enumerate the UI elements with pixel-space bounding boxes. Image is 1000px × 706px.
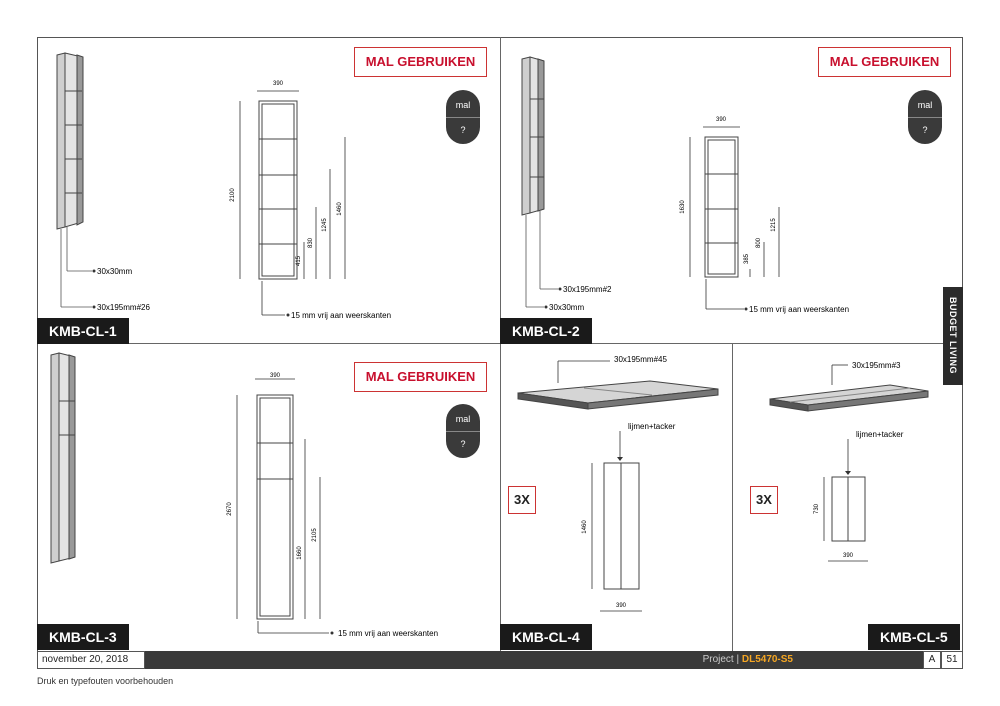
project-label: Project [702,654,734,665]
mal-label: mal [908,90,942,118]
help-icon: ? [460,125,466,135]
dim-width: 390 [269,373,281,379]
dim-width: 390 [615,603,627,609]
help-icon: ? [922,125,928,135]
footer-project-bar: Project | DL5470-S5 [145,651,923,669]
note-lijmen: lijmen+tacker [856,430,904,439]
help-icon: ? [460,439,466,449]
note-30x195: 30x195mm#26 [97,303,150,312]
project-code: DL5470-S5 [741,654,793,665]
note-lijmen: lijmen+tacker [628,422,676,431]
mal-label: mal [446,90,480,118]
note-vrij: 15 mm vrij aan weerskanten [749,305,850,314]
shelf-side-right [77,55,83,225]
note-vrij: 15 mm vrij aan weerskanten [338,629,439,638]
dim-height: 730 [814,503,820,515]
dim-height: 2670 [227,502,233,516]
dim-c: 830 [308,237,314,249]
shelf-side-left [51,353,59,563]
dim-c: 385 [744,253,750,265]
dim-b: 1660 [297,546,303,560]
panel-3-drawing [37,343,500,651]
panel-code-kmb-cl-1: KMB-CL-1 [37,318,129,344]
dim-b: 800 [756,237,762,249]
note-30x195: 30x195mm#3 [852,361,901,370]
footer [37,651,963,669]
budget-living-tab: BUDGET LIVING [943,287,963,385]
mal-gebruiken-badge: MAL GEBRUIKEN [354,362,487,392]
shelf-side-left [57,53,65,229]
dim-height: 1460 [582,520,588,534]
note-vrij: 15 mm vrij aan weerskanten [291,311,392,320]
panel-1-drawing [37,37,500,343]
quantity-badge: 3X [750,486,778,514]
dim-height: 2100 [230,188,236,202]
footer-revision: A [923,651,941,669]
dim-b: 1245 [322,218,328,232]
mal-label: mal [446,404,480,432]
panel-code-kmb-cl-2: KMB-CL-2 [500,318,592,344]
panel-2-drawing [500,37,943,343]
note-30x30: 30x30mm [549,303,585,312]
note-30x195: 30x195mm#2 [563,285,612,294]
dim-width: 390 [842,553,854,559]
panel-code-kmb-cl-5: KMB-CL-5 [868,624,960,650]
panel-code-kmb-cl-4: KMB-CL-4 [500,624,592,650]
dim-width: 390 [272,81,284,87]
mal-gebruiken-badge: MAL GEBRUIKEN [818,47,951,77]
dim-a: 1460 [337,202,343,216]
quantity-badge: 3X [508,486,536,514]
shelf-side-right [538,59,544,211]
dim-d: 415 [296,255,302,267]
footer-page-number: 51 [941,651,963,669]
shelf-side-right [69,355,75,559]
dim-height: 1630 [680,200,686,214]
footer-date: november 20, 2018 [37,651,145,669]
dim-width: 390 [715,117,727,123]
note-30x30: 30x30mm [97,267,133,276]
dim-a: 2105 [312,528,318,542]
dim-a: 1215 [771,218,777,232]
shelf-side-left [522,57,530,215]
disclaimer: Druk en typefouten voorbehouden [37,676,174,686]
note-30x195: 30x195mm#45 [614,355,667,364]
mal-gebruiken-badge: MAL GEBRUIKEN [354,47,487,77]
panel-code-kmb-cl-3: KMB-CL-3 [37,624,129,650]
